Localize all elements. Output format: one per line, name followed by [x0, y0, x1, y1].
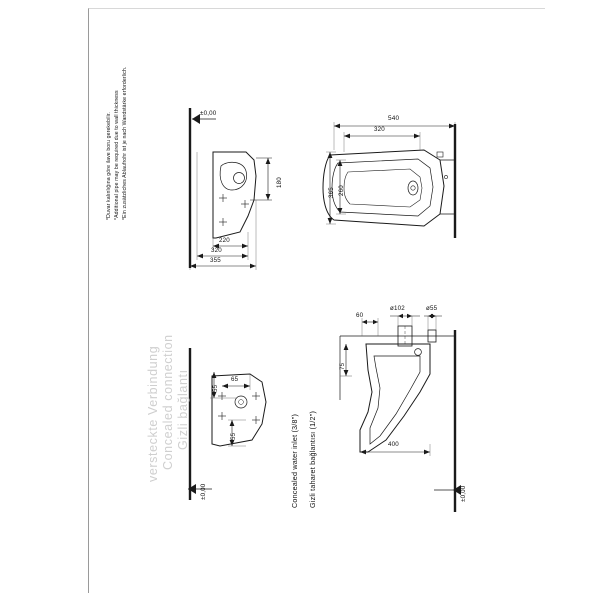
tr-outlet: [408, 181, 418, 195]
tl-fixing-marks: [219, 194, 249, 226]
note-line-3: *Ein zusätzliches Ablaufrohr ist je nach Wandstärke erforderlich.: [122, 66, 128, 220]
br-dim-400-label: 400: [388, 441, 399, 448]
bl-dim-55b-label: 55: [230, 432, 237, 440]
tr-dim-320-label: 320: [374, 126, 385, 133]
tl-dim-220-label: 220: [219, 237, 230, 244]
bl-datum-label: ±0,00: [200, 483, 207, 500]
br-dim-75-label: 75: [339, 362, 346, 370]
br-section-outline: [360, 344, 430, 452]
tr-dim-365-label: 365: [328, 187, 335, 198]
br-callout-tr: Gizli taharet bağlantısı (1/2"): [308, 410, 317, 508]
bl-dim-55a-label: 55: [212, 384, 219, 392]
tr-dim-540-label: 540: [388, 115, 400, 122]
br-dim-60-label: 60: [356, 312, 364, 319]
tl-dim-180-label: 180: [276, 177, 283, 188]
bl-callout-de: versteckte Verbindung: [146, 345, 160, 482]
br-section-inner: [370, 356, 420, 444]
br-dim-d55-label: ø55: [426, 305, 438, 312]
bl-outlet-circle: [235, 396, 247, 408]
tl-pan-outline: [213, 152, 256, 238]
bl-plate-outline: [212, 374, 266, 446]
tl-datum-label: ±0,00: [200, 110, 217, 117]
note-line-1: *Duvar kalınlığına göre ilave boru gerekebilir.: [106, 112, 112, 220]
bl-callout-en: Concealed connection: [161, 334, 175, 470]
br-callout-en: Concealed water inlet (3/8"): [290, 413, 299, 508]
tl-dim-320-label: 320: [211, 247, 222, 254]
tl-dim-355-label: 355: [210, 257, 221, 264]
br-datum-label: ±0,00: [460, 485, 467, 502]
bl-callout-tr: Gizli bağlantı: [176, 369, 190, 450]
br-dim-d102-label: ø102: [390, 305, 405, 312]
tl-bowl-detail: [220, 162, 247, 190]
bl-dim-65-label: 65: [231, 376, 239, 383]
note-line-2: *Additional pipe may be required due to wall thickness: [114, 90, 120, 220]
tr-dim-260-label: 260: [338, 185, 345, 196]
